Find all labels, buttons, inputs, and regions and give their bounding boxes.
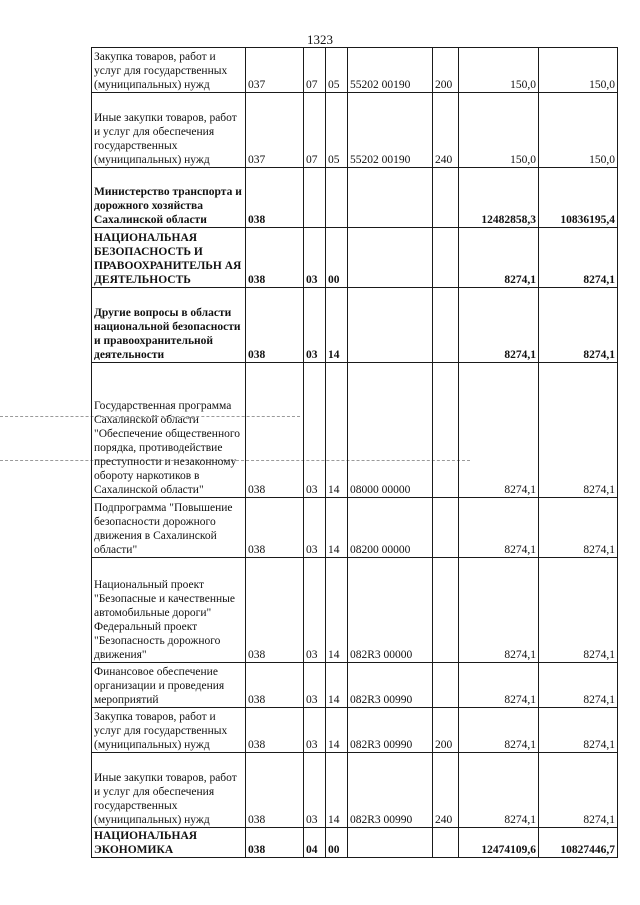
row-name: Подпрограмма "Повышение безопасности дорожного движения в Сахалинской области" — [92, 498, 246, 558]
row-amount-year-1: 8274,1 — [459, 708, 539, 753]
row-target-article-code: 082R3 00000 — [348, 558, 433, 663]
row-expense-type-code — [433, 663, 459, 708]
row-section-code: 03 — [304, 288, 326, 363]
row-amount-year-2: 10827446,7 — [539, 828, 618, 858]
row-amount-year-1: 8274,1 — [459, 663, 539, 708]
row-target-article-code: 082R3 00990 — [348, 753, 433, 828]
row-expense-type-code: 200 — [433, 708, 459, 753]
row-subsection-code: 05 — [326, 48, 348, 93]
row-target-article-code — [348, 228, 433, 288]
row-amount-year-2: 8274,1 — [539, 753, 618, 828]
row-subsection-code: 14 — [326, 363, 348, 498]
row-subsection-code: 00 — [326, 228, 348, 288]
row-expense-type-code — [433, 228, 459, 288]
row-amount-year-2: 8274,1 — [539, 558, 618, 663]
row-section-code: 03 — [304, 228, 326, 288]
row-expense-type-code — [433, 498, 459, 558]
budget-table — [91, 47, 618, 858]
table-row — [92, 93, 618, 168]
row-subsection-code: 14 — [326, 663, 348, 708]
row-amount-year-2: 10836195,4 — [539, 168, 618, 228]
row-name: НАЦИОНАЛЬНАЯ БЕЗОПАСНОСТЬ И ПРАВООХРАНИТЕЛЬН АЯ ДЕЯТЕЛЬНОСТЬ — [92, 228, 246, 288]
row-section-code: 07 — [304, 48, 326, 93]
row-target-article-code: 08200 00000 — [348, 498, 433, 558]
row-amount-year-2: 8274,1 — [539, 498, 618, 558]
row-section-code: 07 — [304, 93, 326, 168]
row-target-article-code: 55202 00190 — [348, 48, 433, 93]
row-name: НАЦИОНАЛЬНАЯ ЭКОНОМИКА — [92, 828, 246, 858]
row-name: Закупка товаров, работ и услуг для государственных (муниципальных) нужд — [92, 48, 246, 93]
table-row — [92, 363, 618, 498]
table-row — [92, 558, 618, 663]
row-amount-year-2: 8274,1 — [539, 708, 618, 753]
row-subsection-code: 05 — [326, 93, 348, 168]
row-amount-year-1: 8274,1 — [459, 753, 539, 828]
table-row — [92, 288, 618, 363]
table-row — [92, 48, 618, 93]
row-name: Закупка товаров, работ и услуг для государственных (муниципальных) нужд — [92, 708, 246, 753]
table-row — [92, 228, 618, 288]
row-target-article-code: 08000 00000 — [348, 363, 433, 498]
row-target-article-code: 55202 00190 — [348, 93, 433, 168]
row-expense-type-code — [433, 828, 459, 858]
row-name: Национальный проект "Безопасные и качественные автомобильные дороги" Федеральный проект "Безопасность дорожного движения" — [92, 558, 246, 663]
row-amount-year-1: 8274,1 — [459, 498, 539, 558]
row-vedom-code: 038 — [246, 663, 304, 708]
row-section-code: 03 — [304, 558, 326, 663]
row-section-code: 03 — [304, 663, 326, 708]
row-vedom-code: 038 — [246, 228, 304, 288]
row-amount-year-1: 150,0 — [459, 48, 539, 93]
row-name: Министерство транспорта и дорожного хозяйства Сахалинской области — [92, 168, 246, 228]
row-vedom-code: 038 — [246, 168, 304, 228]
table-row — [92, 708, 618, 753]
row-vedom-code: 038 — [246, 828, 304, 858]
row-amount-year-1: 150,0 — [459, 93, 539, 168]
row-amount-year-2: 8274,1 — [539, 288, 618, 363]
row-target-article-code — [348, 288, 433, 363]
row-target-article-code: 082R3 00990 — [348, 663, 433, 708]
table-row — [92, 498, 618, 558]
row-name: Иные закупки товаров, работ и услуг для обеспечения государственных (муниципальных) нужд — [92, 93, 246, 168]
row-amount-year-1: 8274,1 — [459, 228, 539, 288]
row-target-article-code — [348, 828, 433, 858]
row-section-code: 03 — [304, 498, 326, 558]
row-expense-type-code: 240 — [433, 753, 459, 828]
row-name: Иные закупки товаров, работ и услуг для обеспечения государственных (муниципальных) нужд — [92, 753, 246, 828]
row-amount-year-2: 150,0 — [539, 48, 618, 93]
row-vedom-code: 038 — [246, 363, 304, 498]
row-expense-type-code — [433, 558, 459, 663]
row-vedom-code: 037 — [246, 93, 304, 168]
row-subsection-code: 00 — [326, 828, 348, 858]
table-row — [92, 828, 618, 858]
row-target-article-code: 082R3 00990 — [348, 708, 433, 753]
row-section-code — [304, 168, 326, 228]
row-name: Государственная программа Сахалинской области "Обеспечение общественного порядка, противодействие преступности и незаконному обороту наркотиков в Сахалинской области" — [92, 363, 246, 498]
row-amount-year-2: 150,0 — [539, 93, 618, 168]
row-expense-type-code — [433, 168, 459, 228]
row-target-article-code — [348, 168, 433, 228]
row-subsection-code: 14 — [326, 558, 348, 663]
row-expense-type-code: 200 — [433, 48, 459, 93]
row-amount-year-2: 8274,1 — [539, 663, 618, 708]
row-expense-type-code — [433, 288, 459, 363]
table-row — [92, 663, 618, 708]
row-name: Другие вопросы в области национальной безопасности и правоохранительной деятельности — [92, 288, 246, 363]
row-name: Финансовое обеспечение организации и проведения мероприятий — [92, 663, 246, 708]
row-subsection-code: 14 — [326, 498, 348, 558]
table-row — [92, 753, 618, 828]
row-section-code: 03 — [304, 753, 326, 828]
row-amount-year-1: 12474109,6 — [459, 828, 539, 858]
row-vedom-code: 038 — [246, 288, 304, 363]
row-vedom-code: 038 — [246, 753, 304, 828]
row-subsection-code — [326, 168, 348, 228]
row-expense-type-code: 240 — [433, 93, 459, 168]
row-section-code: 04 — [304, 828, 326, 858]
row-amount-year-1: 8274,1 — [459, 363, 539, 498]
row-amount-year-2: 8274,1 — [539, 228, 618, 288]
row-vedom-code: 038 — [246, 708, 304, 753]
row-subsection-code: 14 — [326, 708, 348, 753]
row-subsection-code: 14 — [326, 753, 348, 828]
row-vedom-code: 038 — [246, 498, 304, 558]
row-expense-type-code — [433, 363, 459, 498]
row-amount-year-1: 12482858,3 — [459, 168, 539, 228]
row-subsection-code: 14 — [326, 288, 348, 363]
row-amount-year-1: 8274,1 — [459, 288, 539, 363]
row-section-code: 03 — [304, 708, 326, 753]
page-number: 1323 — [307, 32, 333, 47]
row-amount-year-1: 8274,1 — [459, 558, 539, 663]
row-amount-year-2: 8274,1 — [539, 363, 618, 498]
row-section-code: 03 — [304, 363, 326, 498]
row-vedom-code: 037 — [246, 48, 304, 93]
row-vedom-code: 038 — [246, 558, 304, 663]
table-row — [92, 168, 618, 228]
